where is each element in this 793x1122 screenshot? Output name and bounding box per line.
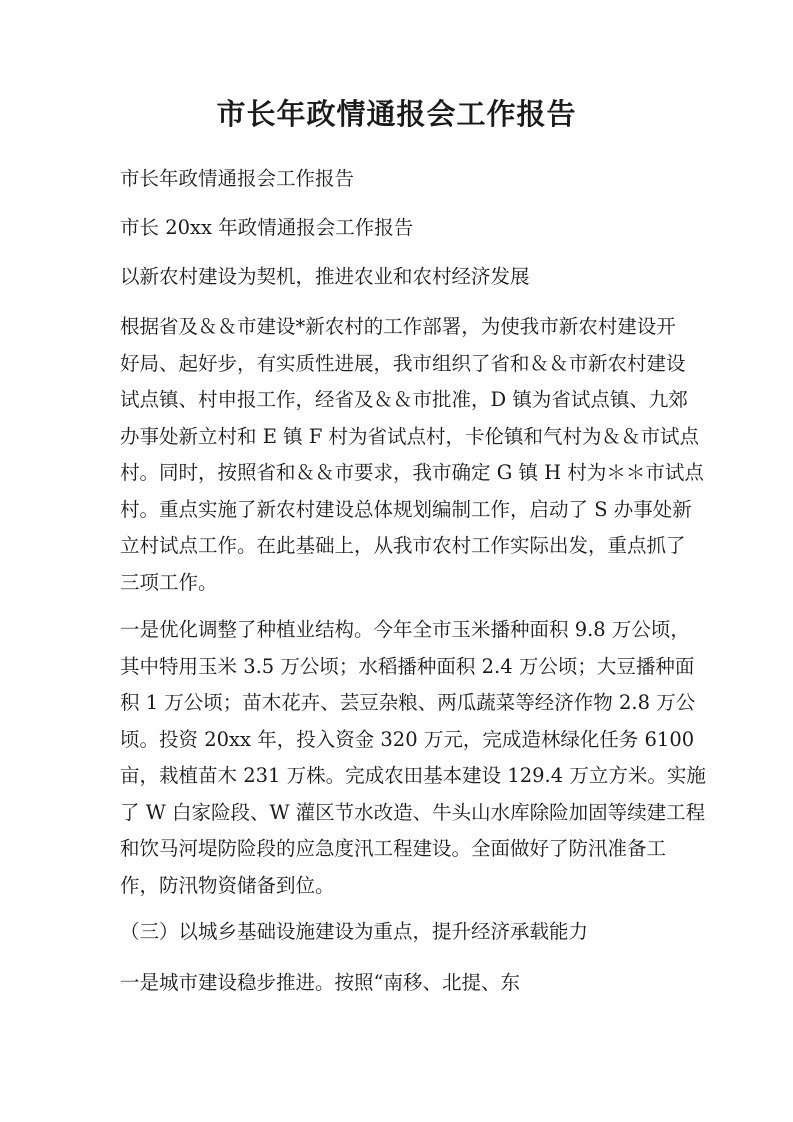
paragraph-line: 了 W 白家险段、W 灌区节水改造、牛头山水库除险加固等续建工程	[120, 800, 706, 824]
paragraph-urban-construction: 一是城市建设稳步推进。按照“南移、北提、东	[120, 971, 520, 994]
paragraph-line: 三项工作。	[120, 570, 218, 594]
subtitle-line: 市长年政情通报会工作报告	[120, 167, 355, 190]
paragraph-line: 村。同时，按照省和＆＆市要求，我市确定 G 镇 H 村为＊＊市试点	[120, 461, 704, 484]
paragraph-line: 试点镇、村申报工作，经省及＆＆市批准，D 镇为省试点镇、九郊	[120, 388, 688, 411]
paragraph-line: 积 1 万公顷；苗木花卉、芸豆杂粮、两瓜蔬菜等经济作物 2.8 万公	[120, 691, 696, 714]
section-heading: 以新农村建设为契机，推进农业和农村经济发展	[120, 265, 530, 288]
paragraph-line: 亩，栽植苗木 231 万株。完成农田基本建设 129.4 万立方米。实施	[120, 764, 706, 787]
paragraph-line: 立村试点工作。在此基础上，从我市农村工作实际出发，重点抓了	[120, 534, 686, 557]
paragraph-line: 村。重点实施了新农村建设总体规划编制工作，启动了 S 办事处新	[120, 497, 692, 521]
paragraph-line: 好局、起好步，有实质性进展，我市组织了省和＆＆市新农村建设	[120, 351, 686, 375]
paragraph-planting-structure	[120, 612, 706, 904]
paragraph-line: 一是优化调整了种植业结构。今年全市玉米播种面积 9.8 万公顷，	[120, 618, 690, 641]
paragraph-new-countryside	[120, 309, 704, 601]
paragraph-line: 作，防汛物资储备到位。	[120, 873, 335, 897]
paragraph-line: 顷。投资 20xx 年，投入资金 320 万元，完成造林绿化任务 6100	[120, 727, 695, 751]
document-title: 市长年政情通报会工作报告	[216, 97, 577, 131]
paragraph-line: 其中特用玉米 3.5 万公顷；水稻播种面积 2.4 万公顷；大豆播种面	[120, 654, 695, 678]
paragraph-line: 根据省及＆＆市建设*新农村的工作部署，为使我市新农村建设开	[120, 315, 676, 338]
paragraph-line: 办事处新立村和 E 镇 F 村为省试点村，卡伦镇和气村为＆＆市试点	[120, 424, 700, 448]
paragraph-line: 和饮马河堤防险段的应急度汛工程建设。全面做好了防汛准备工	[120, 837, 667, 860]
subtitle-year-line: 市长 20xx 年政情通报会工作报告	[120, 216, 414, 239]
section-heading-infrastructure: （三）以城乡基础设施建设为重点，提升经济承载能力	[120, 920, 589, 943]
